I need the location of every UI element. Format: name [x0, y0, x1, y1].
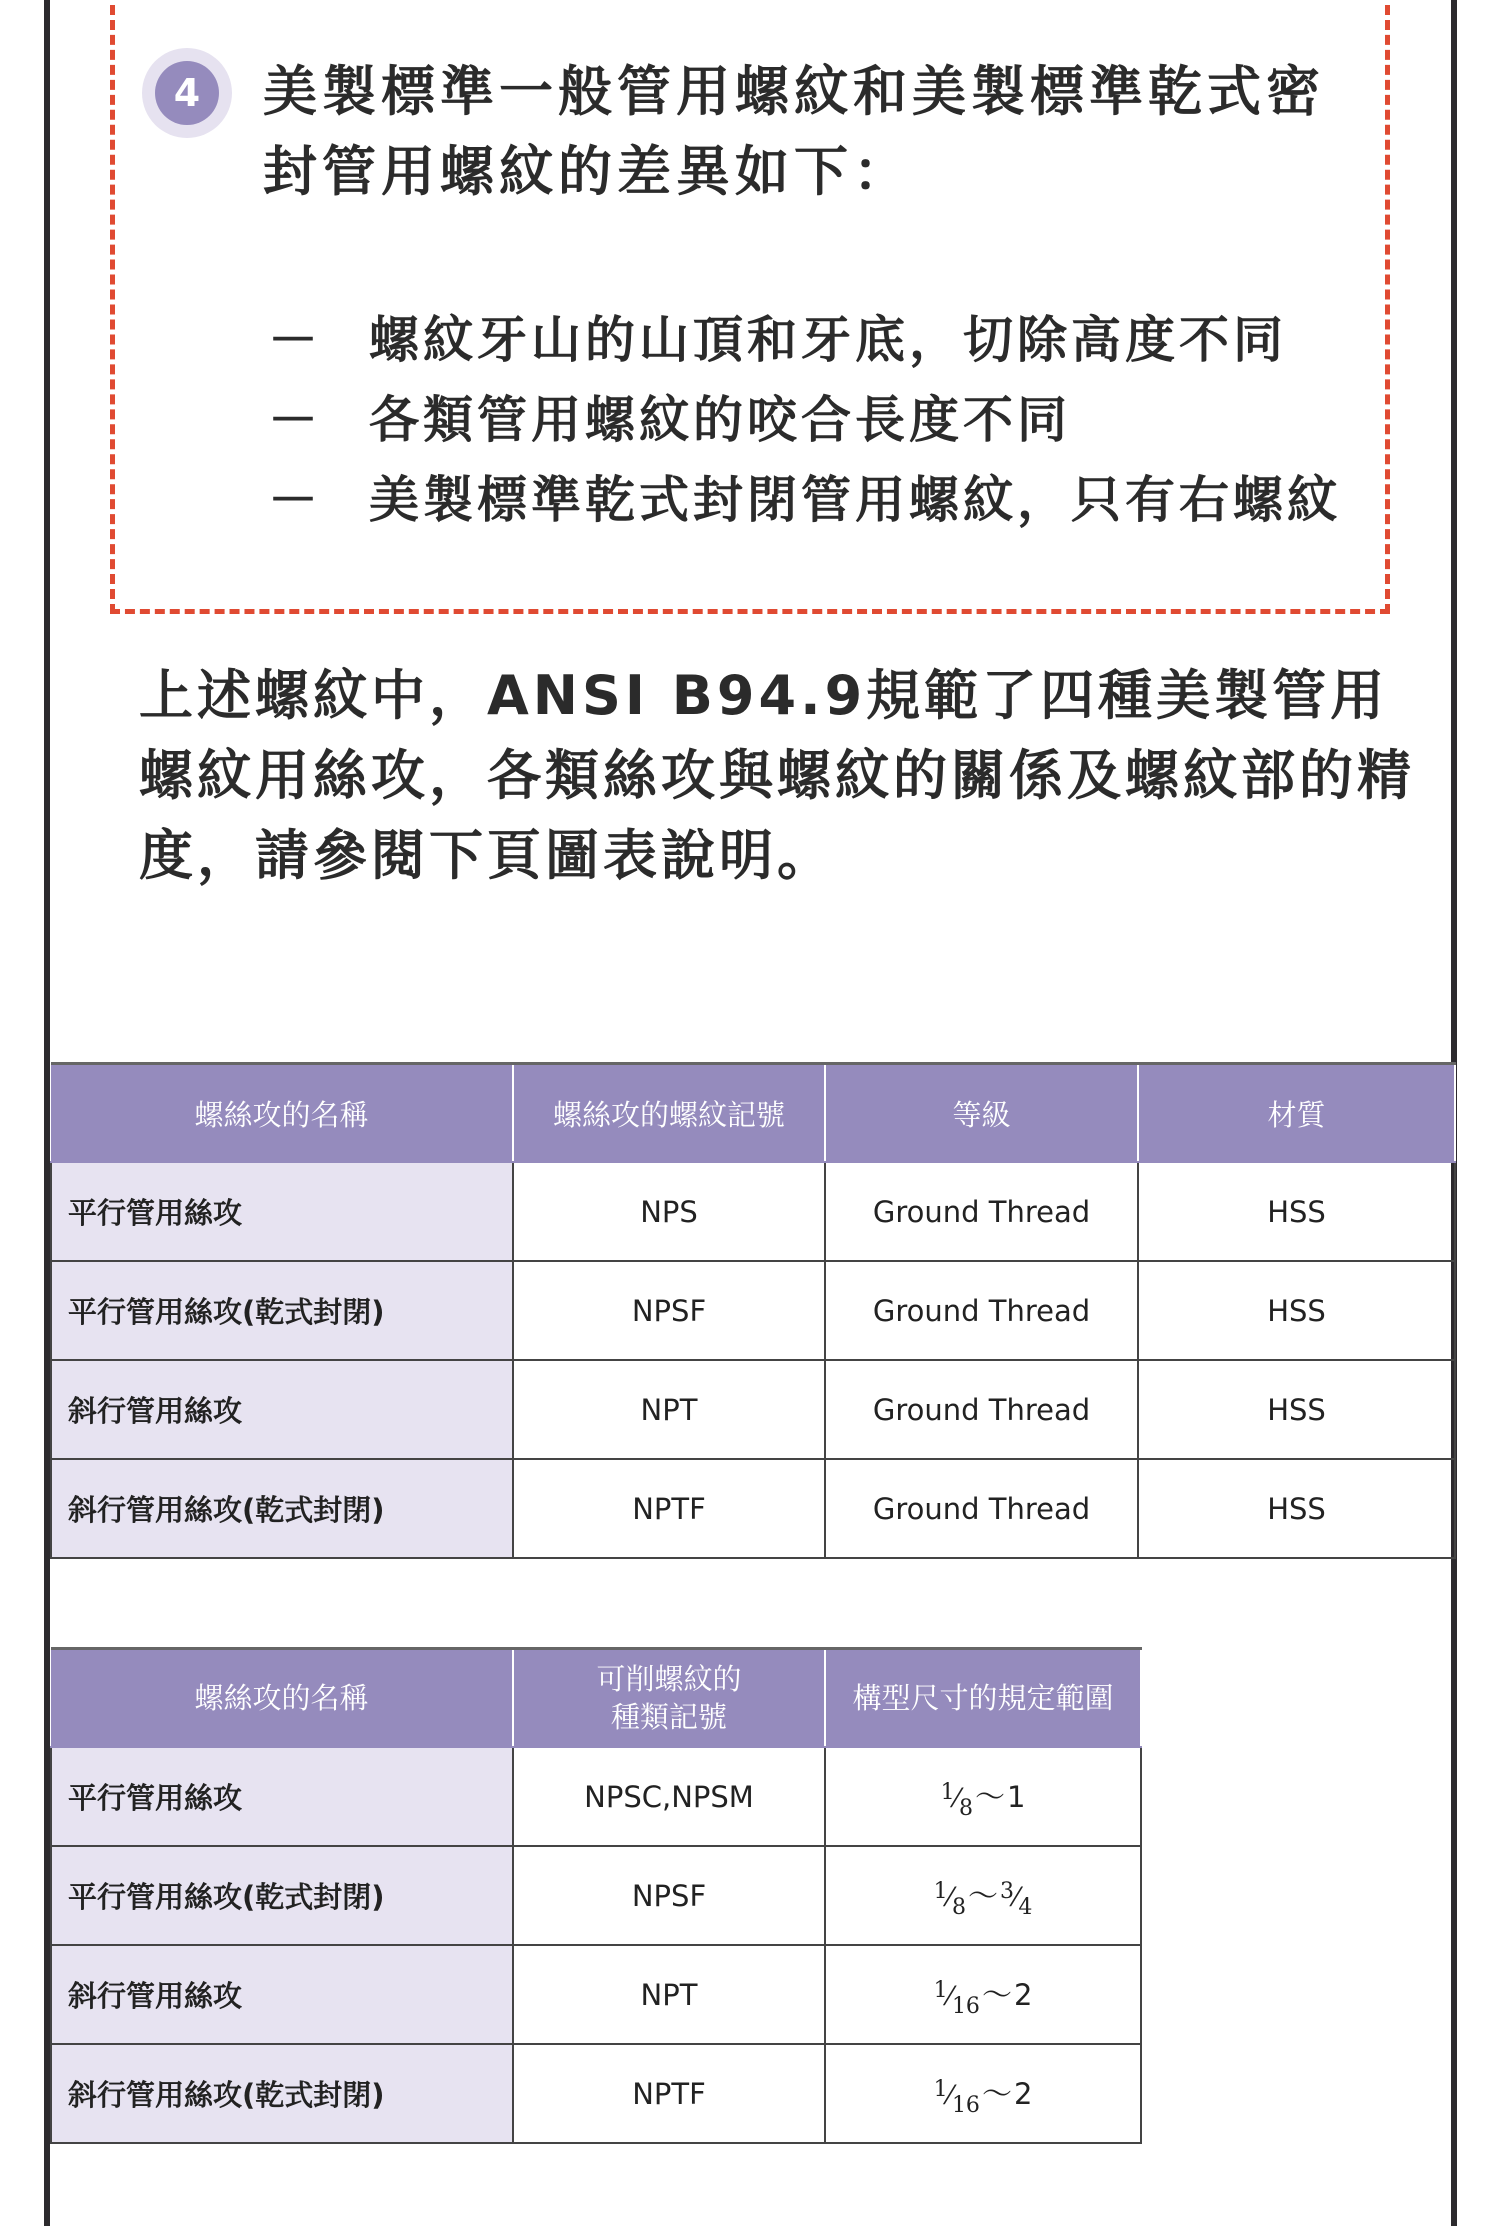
tap-size-range-table: [50, 1647, 1142, 2144]
fraction-from: 1⁄8: [933, 1879, 966, 1920]
fraction-from: 1⁄8: [940, 1780, 973, 1821]
cell-code: NPSC,NPSM: [513, 1747, 825, 1846]
cell-code: NPSF: [513, 1846, 825, 1945]
list-item-text: 螺紋牙山的山頂和牙底，切除高度不同: [369, 311, 1287, 369]
dash-bullet: －: [268, 311, 322, 369]
cell-code: NPSF: [513, 1261, 825, 1360]
cell-material: HSS: [1138, 1360, 1455, 1459]
cell-material: HSS: [1138, 1459, 1455, 1558]
table-row: [51, 1945, 1141, 2044]
cell-grade: Ground Thread: [825, 1261, 1138, 1360]
cell-material: HSS: [1138, 1261, 1455, 1360]
cell-code: NPTF: [513, 2044, 825, 2143]
cell-name: 斜行管用絲攻(乾式封閉): [51, 2044, 513, 2143]
header-code: 螺絲攻的螺紋記號: [513, 1064, 825, 1163]
list-item: [268, 460, 1341, 540]
cell-grade: Ground Thread: [825, 1459, 1138, 1558]
cell-code: NPTF: [513, 1459, 825, 1558]
range-to: 1: [1006, 1780, 1026, 1814]
table-row: [51, 1162, 1455, 1261]
badge-number: 4: [155, 61, 219, 125]
cell-name: 斜行管用絲攻: [51, 1360, 513, 1459]
header-thread-code: [513, 1649, 825, 1748]
section-heading: 美製標準一般管用螺紋和美製標準乾式密封管用螺紋的差異如下：: [263, 60, 1325, 203]
cell-code: NPS: [513, 1162, 825, 1261]
table-row: [51, 1747, 1141, 1846]
list-item-text: 各類管用螺紋的咬合長度不同: [369, 391, 1071, 449]
cell-name: 平行管用絲攻: [51, 1747, 513, 1846]
cell-code: NPT: [513, 1945, 825, 2044]
range-sep: ～: [981, 2077, 1012, 2112]
cell-grade: Ground Thread: [825, 1162, 1138, 1261]
fraction-from: 1⁄16: [933, 1978, 980, 2019]
list-item: [268, 380, 1341, 460]
table-header-row: [51, 1064, 1455, 1163]
range-sep: ～: [968, 1879, 998, 1914]
tap-grade-table: [50, 1062, 1456, 1559]
table-header-row: [51, 1649, 1141, 1748]
range-to: 2: [1013, 1978, 1033, 2012]
list-item-text: 美製標準乾式封閉管用螺紋，只有右螺紋: [369, 471, 1341, 529]
range-to: 2: [1013, 2077, 1033, 2111]
cell-name: 平行管用絲攻(乾式封閉): [51, 1846, 513, 1945]
cell-name: 平行管用絲攻(乾式封閉): [51, 1261, 513, 1360]
range-sep: ～: [974, 1780, 1005, 1815]
cell-name: 斜行管用絲攻(乾式封閉): [51, 1459, 513, 1558]
body-paragraph: 上述螺紋中，ANSI B94.9規範了四種美製管用螺紋用絲攻，各類絲攻與螺紋的關係及螺紋部的精度，請參閱下頁圖表說明。: [139, 664, 1415, 887]
dash-bullet: －: [268, 471, 322, 529]
difference-list: [268, 300, 1341, 540]
header-thread-code-text: 可削螺紋的種類記號: [596, 1662, 742, 1734]
dash-bullet: －: [268, 391, 322, 449]
table-row: [51, 1846, 1141, 1945]
fraction-from: 1⁄16: [933, 2077, 980, 2118]
header-grade: 等級: [825, 1064, 1138, 1163]
fraction-to: 3⁄4: [1000, 1879, 1033, 1920]
cell-name: 斜行管用絲攻: [51, 1945, 513, 2044]
cell-range: [825, 1846, 1141, 1945]
cell-material: HSS: [1138, 1162, 1455, 1261]
header-name: 螺絲攻的名稱: [51, 1649, 513, 1748]
cell-range: [825, 2044, 1141, 2143]
table-row: [51, 2044, 1141, 2143]
table-row: [51, 1360, 1455, 1459]
table-row: [51, 1261, 1455, 1360]
list-item: [268, 300, 1341, 380]
header-material: 材質: [1138, 1064, 1455, 1163]
cell-range: [825, 1945, 1141, 2044]
header-size-range: 構型尺寸的規定範圍: [825, 1649, 1141, 1748]
step-number-badge: [142, 48, 232, 138]
header-name: 螺絲攻的名稱: [51, 1064, 513, 1163]
cell-code: NPT: [513, 1360, 825, 1459]
range-sep: ～: [981, 1978, 1012, 2013]
cell-name: 平行管用絲攻: [51, 1162, 513, 1261]
table-row: [51, 1459, 1455, 1558]
cell-grade: Ground Thread: [825, 1360, 1138, 1459]
cell-range: [825, 1747, 1141, 1846]
